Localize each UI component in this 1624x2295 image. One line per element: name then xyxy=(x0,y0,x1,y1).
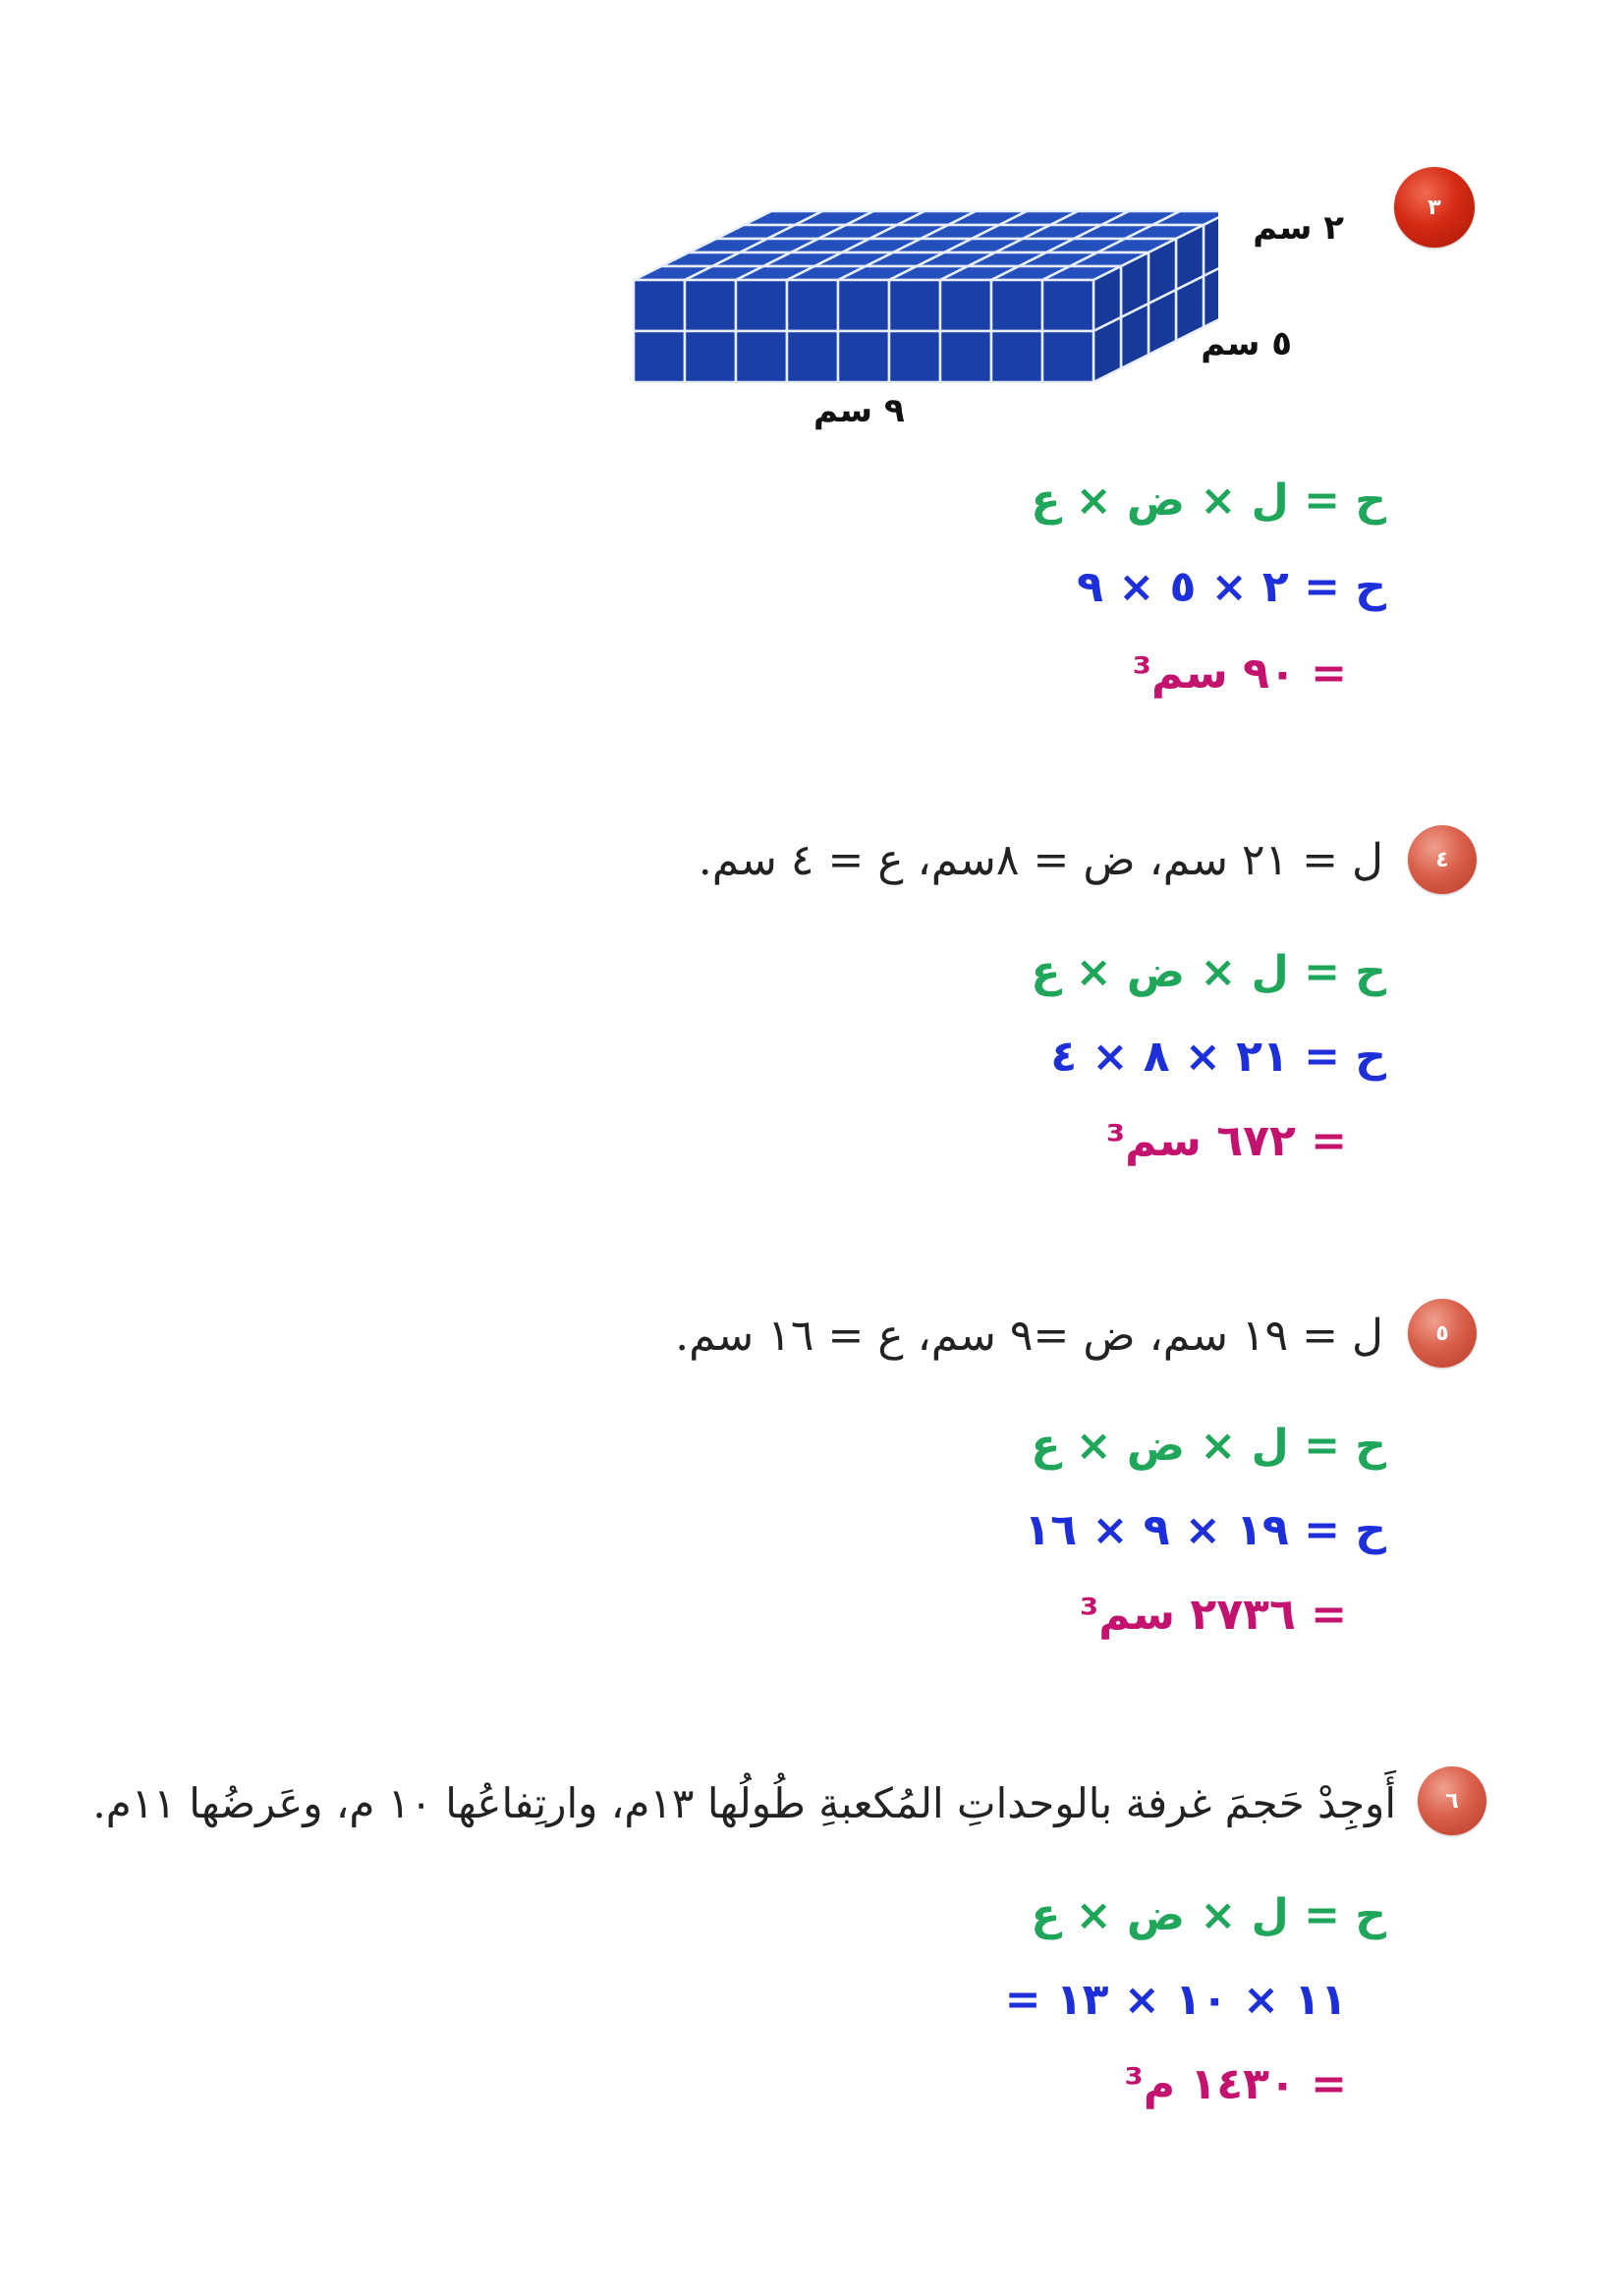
unit-cube-face xyxy=(787,331,838,382)
unit-cube-face xyxy=(1042,280,1093,331)
unit-cube-face xyxy=(940,280,991,331)
problem-number-badge xyxy=(1418,1766,1486,1835)
problem-number-badge xyxy=(1408,825,1477,894)
problem-number: ٣ xyxy=(1428,195,1441,220)
problem-number: ٤ xyxy=(1435,847,1449,872)
unit-cube-face xyxy=(889,331,940,382)
unit-cube-face xyxy=(634,331,685,382)
substitution-line: ح = ١٩ × ٩ × ١٦ xyxy=(1024,1505,1386,1555)
length-label: ٩ سم xyxy=(813,391,905,430)
unit-cube-face xyxy=(991,331,1042,382)
unit-cube-face xyxy=(736,331,787,382)
problem-number-badge xyxy=(1408,1299,1477,1368)
unit-cube-face xyxy=(838,280,889,331)
result-line: = ٩٠ سم³ xyxy=(1132,648,1347,699)
problem-number-badge xyxy=(1394,167,1475,248)
width-label: ٥ سم xyxy=(1201,324,1292,364)
formula-line: ح = ل × ض × ع xyxy=(1031,1421,1386,1471)
formula-line: ح = ل × ض × ع xyxy=(1031,1890,1386,1940)
question-text: أَوجِدْ حَجمَ غرفة بالوحداتِ المُكعبةِ طُولُها ١٣م، وارتِفاعُها ١٠ م، وعَرضُها ١١م. xyxy=(92,1779,1396,1827)
cuboid-figure xyxy=(629,167,1218,383)
problem-number: ٥ xyxy=(1435,1320,1449,1346)
unit-cube-face xyxy=(634,280,685,331)
result-line: = ١٤٣٠ م³ xyxy=(1124,2059,1347,2109)
question-text: ل = ٢١ سم، ض = ٨سم، ع = ٤ سم. xyxy=(698,835,1383,885)
question-text: ل = ١٩ سم، ض =٩ سم، ع = ١٦ سم. xyxy=(675,1311,1383,1361)
result-line: = ٢٧٣٦ سم³ xyxy=(1080,1590,1347,1640)
unit-cube-face xyxy=(838,331,889,382)
unit-cube-face xyxy=(685,280,736,331)
substitution-line: ح = ٢ × ٥ × ٩ xyxy=(1077,562,1386,612)
substitution-line: ح = ٢١ × ٨ × ٤ xyxy=(1050,1032,1386,1082)
unit-cube-face xyxy=(736,280,787,331)
unit-cube-face xyxy=(1042,331,1093,382)
formula-line: ح = ل × ض × ع xyxy=(1031,476,1386,526)
problem-number: ٦ xyxy=(1445,1788,1459,1814)
formula-line: ح = ل × ض × ع xyxy=(1031,947,1386,997)
unit-cube-face xyxy=(787,280,838,331)
unit-cube-face xyxy=(940,331,991,382)
unit-cube-face xyxy=(685,331,736,382)
unit-cube-face xyxy=(889,280,940,331)
result-line: = ٦٧٢ سم³ xyxy=(1105,1116,1347,1166)
height-label: ٢ سم xyxy=(1253,208,1344,248)
substitution-line: = ١١ × ١٠ × ١٣ xyxy=(1004,1975,1347,2025)
unit-cube-face xyxy=(991,280,1042,331)
